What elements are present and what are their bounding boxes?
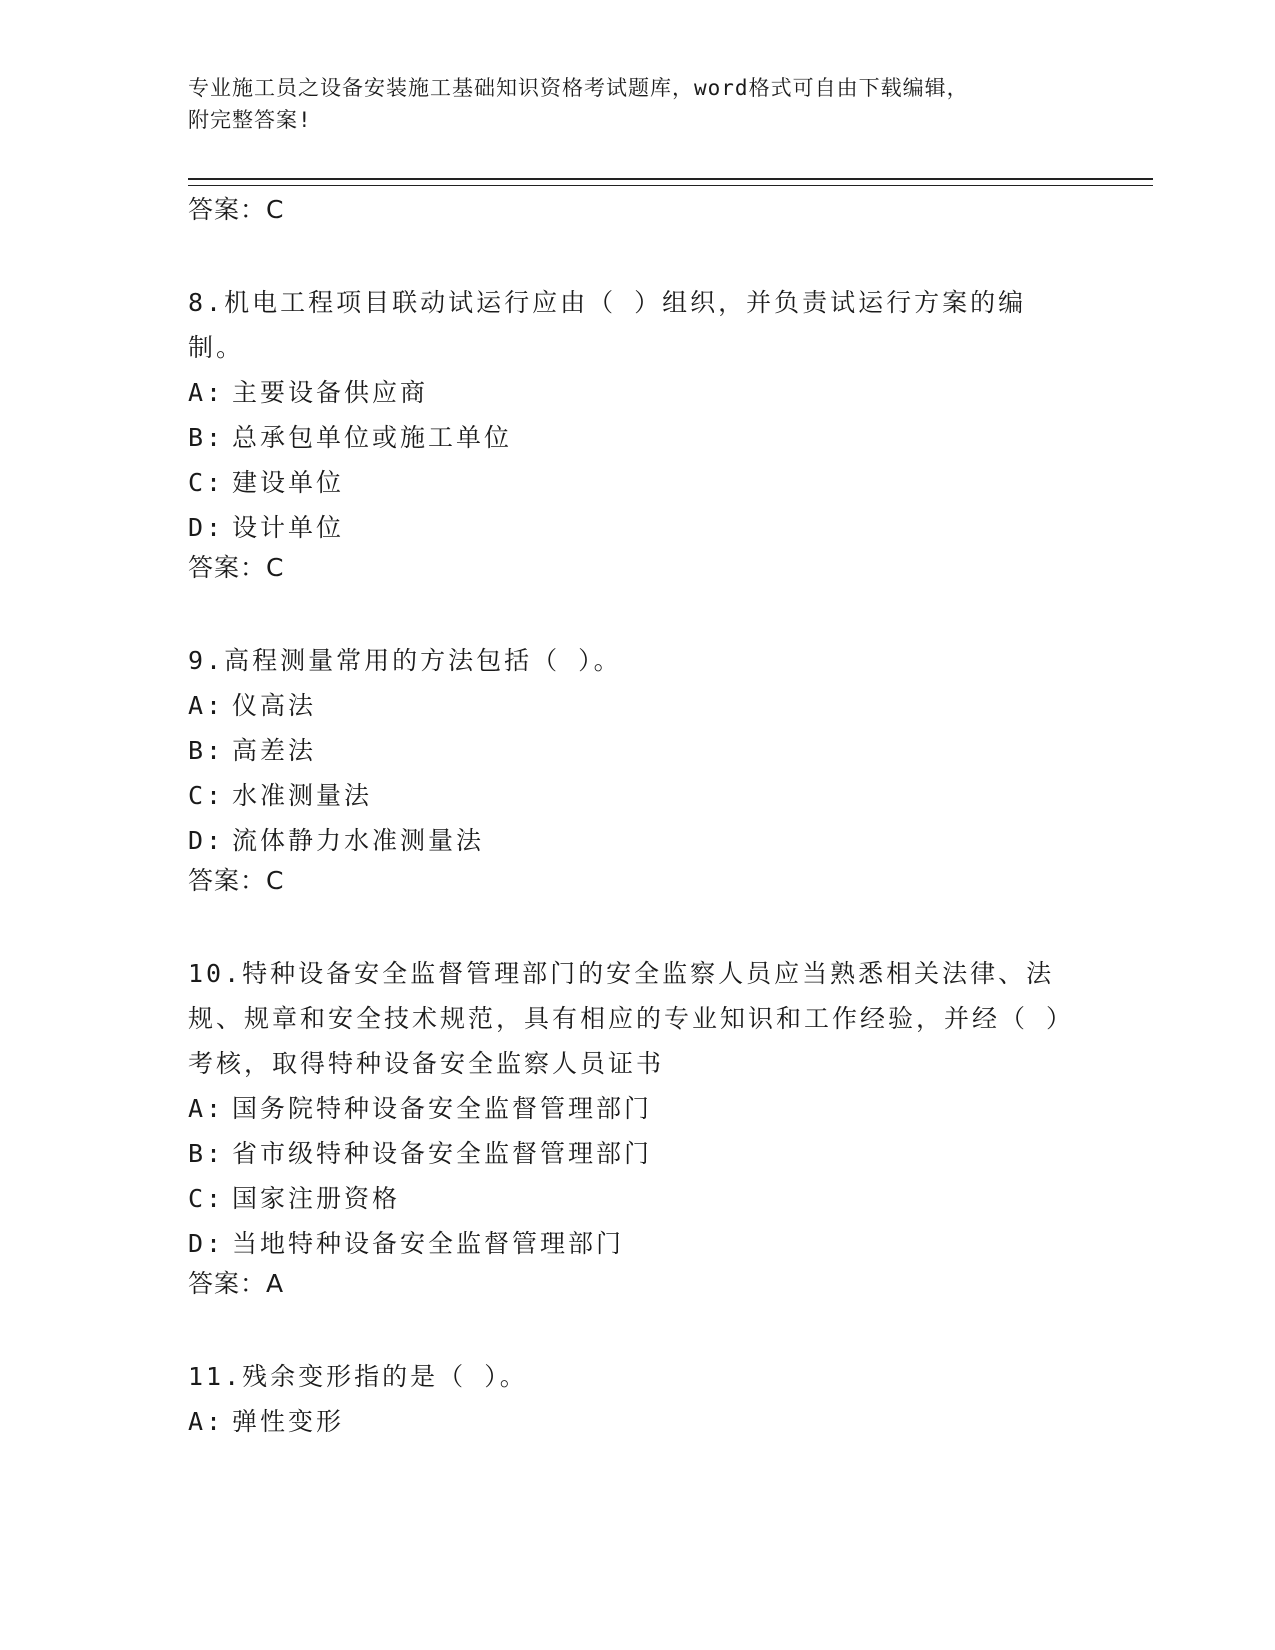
- question-stem: 9.高程测量常用的方法包括（ ）。: [188, 646, 622, 675]
- option-text: 高差法: [232, 736, 317, 765]
- question-block: [188, 1354, 1088, 1444]
- option-b: [188, 415, 1088, 460]
- option-letter: A:: [188, 1094, 225, 1123]
- option-d: [188, 505, 1088, 550]
- question-block: [188, 951, 1088, 1302]
- option-text: 水准测量法: [232, 781, 373, 810]
- option-letter: C:: [188, 468, 225, 497]
- option-letter: A:: [188, 691, 225, 720]
- option-text: 弹性变形: [232, 1407, 345, 1436]
- option-b: [188, 728, 1088, 773]
- option-letter: C:: [188, 781, 225, 810]
- option-c: [188, 1176, 1088, 1221]
- option-a: [188, 370, 1088, 415]
- question-stem: 11.残余变形指的是（ ）。: [188, 1362, 528, 1391]
- document-body: [188, 192, 1088, 1444]
- option-text: 流体静力水准测量法: [232, 826, 485, 855]
- option-text: 总承包单位或施工单位: [232, 423, 513, 452]
- option-d: [188, 818, 1088, 863]
- option-letter: A:: [188, 378, 225, 407]
- option-text: 仪高法: [232, 691, 317, 720]
- header-line-1: 专业施工员之设备安装施工基础知识资格考试题库，word格式可自由下载编辑，: [188, 76, 969, 100]
- question-stem: 10.特种设备安全监督管理部门的安全监察人员应当熟悉相关法律、法规、规章和安全技术规范，具有相应的专业知识和工作经验，并经（ ）考核，取得特种设备安全监察人员证书: [188, 959, 1062, 1078]
- option-letter: B:: [188, 736, 225, 765]
- question-gap: [188, 899, 1088, 951]
- question-block: [188, 280, 1088, 586]
- option-letter: A:: [188, 1407, 225, 1436]
- option-text: 设计单位: [232, 513, 345, 542]
- option-c: [188, 773, 1088, 818]
- answer-line: 答案：C: [188, 553, 285, 582]
- option-a: [188, 683, 1088, 728]
- header-divider: [188, 178, 1153, 186]
- option-letter: D:: [188, 1229, 225, 1258]
- option-text: 国家注册资格: [232, 1184, 401, 1213]
- question-stem: 8.机电工程项目联动试运行应由（ ）组织，并负责试运行方案的编制。: [188, 288, 1027, 362]
- option-text: 建设单位: [232, 468, 345, 497]
- question-gap: [188, 1302, 1088, 1354]
- option-a: [188, 1086, 1088, 1131]
- option-text: 省市级特种设备安全监督管理部门: [232, 1139, 653, 1168]
- option-letter: B:: [188, 1139, 225, 1168]
- option-letter: D:: [188, 826, 225, 855]
- option-text: 主要设备供应商: [232, 378, 429, 407]
- option-d: [188, 1221, 1088, 1266]
- answer-line: 答案：C: [188, 866, 285, 895]
- option-text: 国务院特种设备安全监督管理部门: [232, 1094, 653, 1123]
- option-letter: D:: [188, 513, 225, 542]
- question-gap: [188, 586, 1088, 638]
- option-b: [188, 1131, 1088, 1176]
- answer-line: 答案：C: [188, 195, 285, 224]
- option-letter: C:: [188, 1184, 225, 1213]
- question-block: [188, 638, 1088, 899]
- option-letter: B:: [188, 423, 225, 452]
- question-gap: [188, 228, 1088, 280]
- header-line-2: 附完整答案!: [188, 108, 312, 132]
- option-a: [188, 1399, 1088, 1444]
- option-text: 当地特种设备安全监督管理部门: [232, 1229, 625, 1258]
- option-c: [188, 460, 1088, 505]
- answer-line: 答案：A: [188, 1269, 285, 1298]
- page-header: [188, 72, 1068, 136]
